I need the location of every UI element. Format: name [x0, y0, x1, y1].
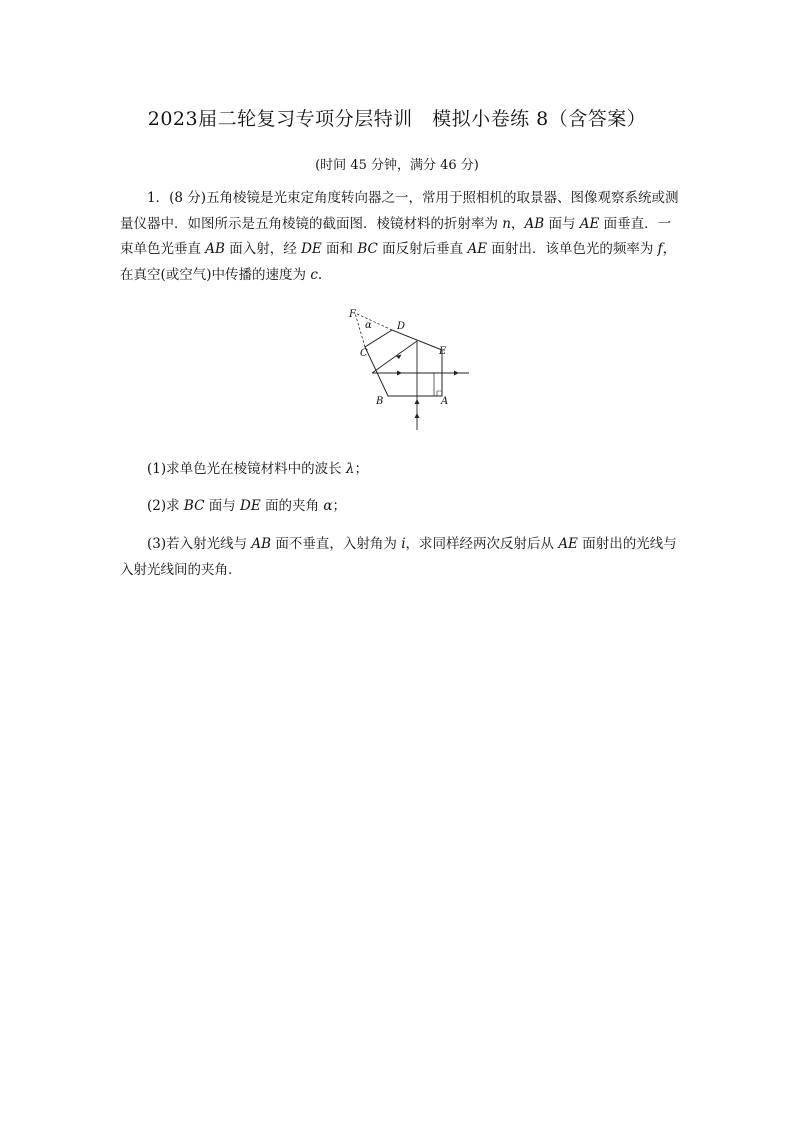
label-e: E — [439, 346, 447, 357]
label-c: C — [360, 348, 368, 359]
dashed-extension-de — [355, 313, 392, 330]
pentaprism-outline — [365, 330, 442, 396]
label-d: D — [397, 321, 406, 332]
document-subtitle: (时间 45 分钟，满分 46 分) — [315, 158, 479, 173]
ray-arrow-up-bottom — [415, 399, 420, 404]
label-a: A — [441, 396, 449, 407]
pentaprism-diagram — [345, 303, 475, 433]
pentaprism-figure — [345, 303, 475, 433]
label-alpha: α — [365, 320, 372, 331]
label-b: B — [376, 396, 384, 407]
document-title: 2023届二轮复习专项分层特训 模拟小卷练 8（含答案） — [147, 108, 647, 130]
ray-arrow-up-lower — [415, 413, 420, 418]
question-1: (1)求单色光在棱镜材料中的波长 λ； — [147, 461, 368, 477]
question-2: (2)求 BC 面与 DE 面的夹角 α； — [147, 498, 346, 514]
reflected-ray-1 — [372, 341, 417, 373]
label-f: F — [349, 309, 356, 320]
ray-arrow-right-exit — [454, 371, 459, 376]
question-3: (3)若入射光线与 AB 面不垂直，入射角为 i，求同样经两次反射后从 AE 面射出的光线与入射光线间的夹角． — [120, 536, 677, 578]
dashed-extension-bc — [355, 313, 365, 347]
problem-1-intro: 1．(8 分)五角棱镜是光束定角度转向器之一，常用于照相机的取景器、图像观察系统或测量仪器中．如图所示是五角棱镜的截面图．棱镜材料的折射率为 n，AB 面与 AE 面垂直．一束单色光垂直 AB 面入射，经 DE 面和 BC 面反射后垂直 AE 面射出．该单色光的频率为 f，在真空(或空气)中传播的速度为 c. — [120, 190, 679, 283]
ray-arrow-right-left — [397, 371, 402, 376]
